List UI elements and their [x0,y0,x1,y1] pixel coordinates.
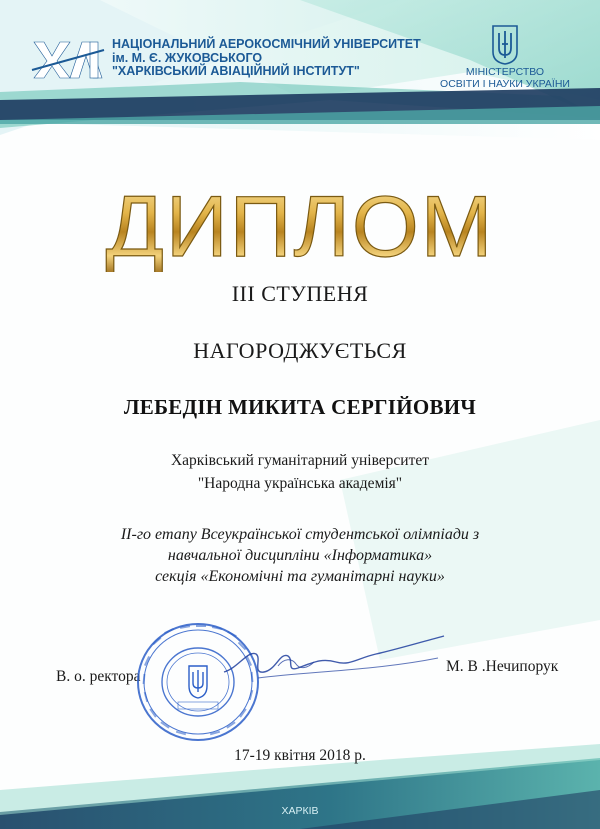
khai-logo [30,40,106,80]
university-header [30,36,450,86]
institution-line: Харківський гуманітарний університет [170,452,430,469]
university-name-line: ім. М. Є. ЖУКОВСЬКОГО [112,50,263,65]
award-description [0,524,600,587]
university-name-line: "ХАРКІВСЬКИЙ АВІАЦІЙНИЙ ІНСТИТУТ" [112,64,360,78]
diploma-title [98,172,502,272]
recipient-institution [0,449,600,495]
handwritten-signature [218,628,450,688]
description-line: навчальної дисципліни «Інформатика» [167,547,433,564]
institution-line: "Народна українська академія" [197,475,403,492]
recipient-name: ЛЕБЕДІН МИКИТА СЕРГІЙОВИЧ [123,395,477,419]
event-date: 17-19 квітня 2018 р. [234,747,366,764]
ministry-header [420,22,590,90]
rector-label: В. о. ректора [56,668,141,685]
ministry-name-line: ОСВІТИ І НАУКИ УКРАЇНИ [440,78,570,90]
ministry-name-line: МІНІСТЕРСТВО [465,66,545,78]
degree-level: ІІІ СТУПЕНЯ [231,281,369,306]
awarded-heading: НАГОРОДЖУЄТЬСЯ [193,338,407,363]
city-name: ХАРКІВ [281,805,319,817]
description-line: секція «Економічні та гуманітарні науки» [155,568,445,585]
signatory-name: М. В .Нечипорук [446,658,559,675]
title-text: ДИПЛОМ [105,179,495,272]
trident-emblem-icon [490,22,520,66]
university-name-line: НАЦІОНАЛЬНИЙ АЕРОКОСМІЧНИЙ УНІВЕРСИТЕТ [112,37,421,51]
description-line: ІІ-го етапу Всеукраїнської студентської олімпіади з [120,526,480,543]
